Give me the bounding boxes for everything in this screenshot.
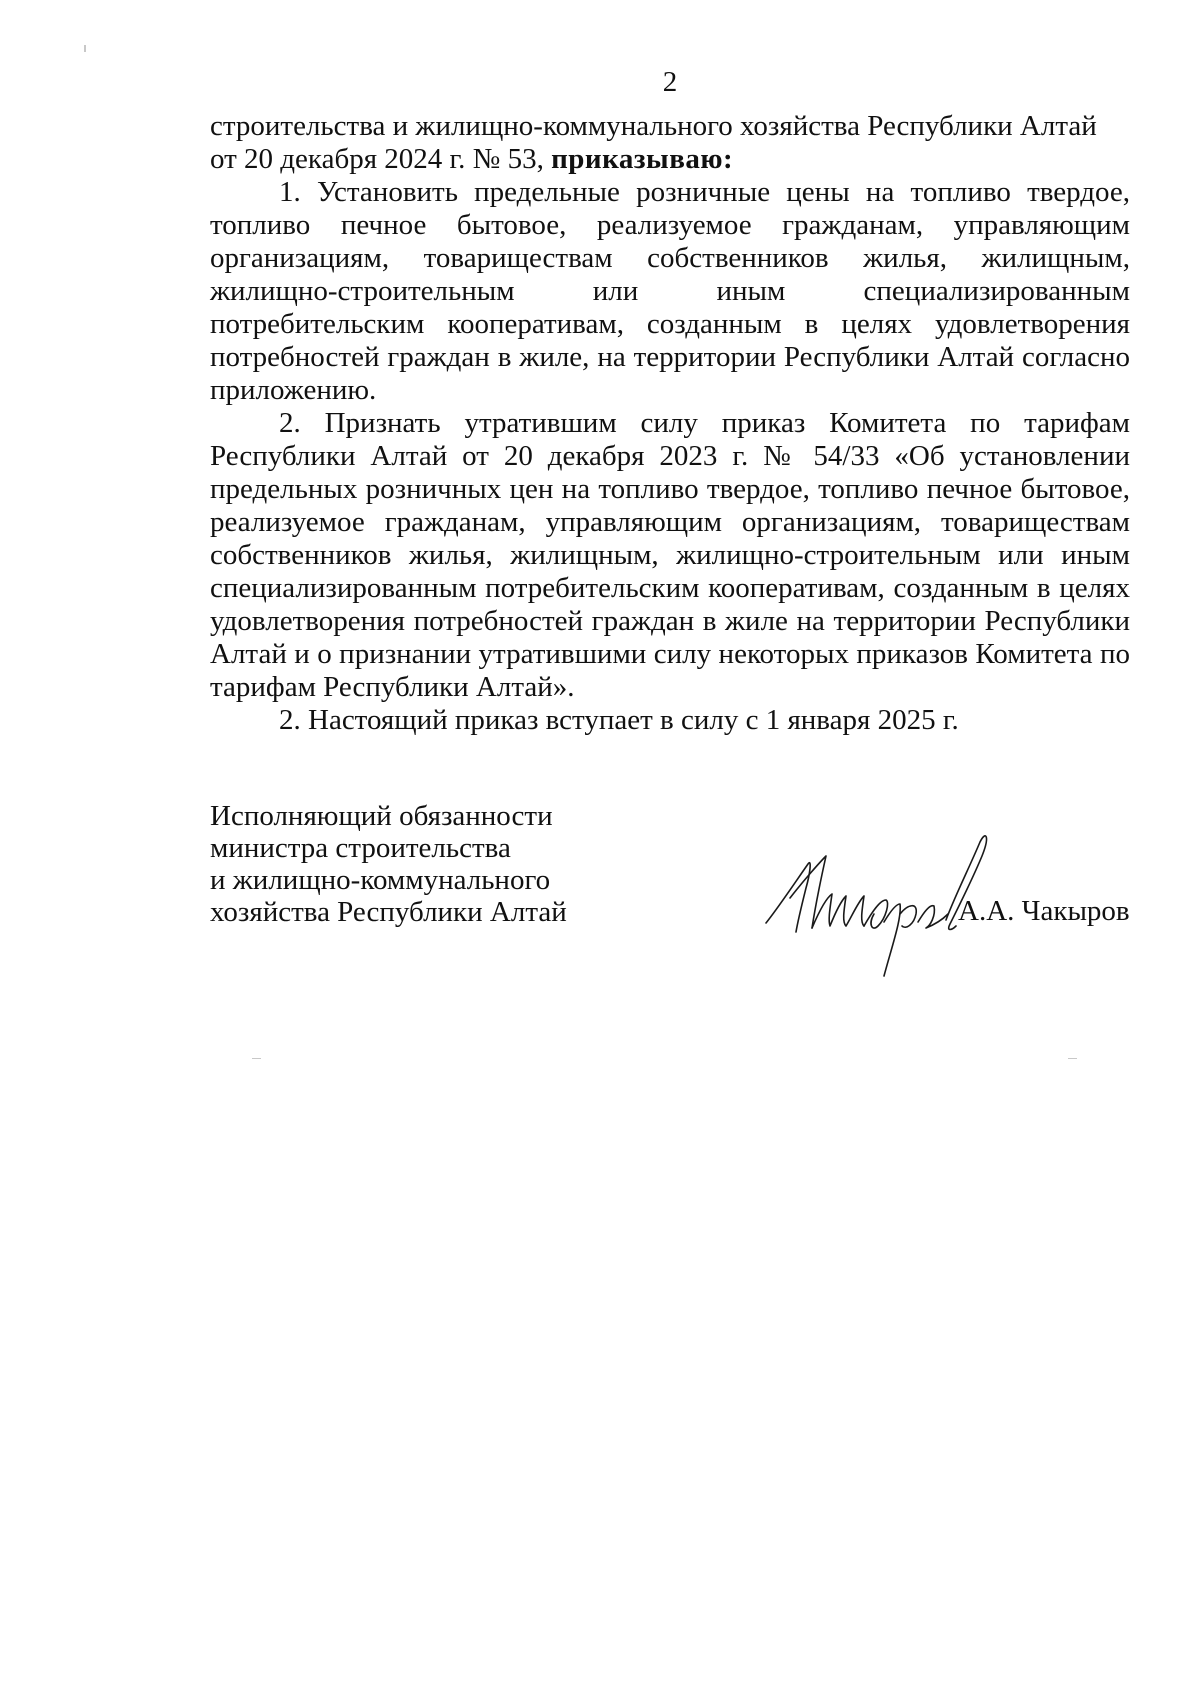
order-keyword: приказываю: bbox=[551, 143, 734, 175]
signatory-title-line: хозяйства Республики Алтай bbox=[210, 896, 567, 928]
intro-line-1: строительства и жилищно-коммунального хозяйства Республики Алтай bbox=[210, 110, 1097, 142]
order-body bbox=[210, 110, 1130, 737]
signatory-title-line: Исполняющий обязанности bbox=[210, 800, 553, 832]
scan-speck bbox=[252, 1058, 261, 1059]
signatory-title-line: и жилищно-коммунального bbox=[210, 864, 551, 896]
signatory-name: А.А. Чакыров bbox=[958, 895, 1130, 927]
scan-speck bbox=[84, 45, 86, 52]
signatory-title bbox=[210, 800, 630, 928]
intro-line-2: от 20 декабря 2024 г. № 53, bbox=[210, 143, 552, 175]
order-item-2: 2. Признать утратившим силу приказ Комитета по тарифам Республики Алтай от 20 декабря 2023 г. № 54/33 «Об установлении предельных розничных цен на топливо твердое, топливо печное бытовое, реализуемое гражданам, управляющим организациям, товариществам собственников жилья, жилищным, жилищно-строительным или иным специализированным потребительским кооперативам, созданным в целях удовлетворения потребностей граждан в жиле на территории Республики Алтай и о признании утратившими силу некоторых приказов Комитета по тарифам Республики Алтай». bbox=[210, 407, 1130, 703]
order-item-1: 1. Установить предельные розничные цены на топливо твердое, топливо печное бытовое, реализуемое гражданам, управляющим организациям, товариществам собственников жилья, жилищным, жилищно-строительным или иным специализированным потребительским кооперативам, созданным в целях удовлетворения потребностей граждан в жиле, на территории Республики Алтай согласно приложению. bbox=[210, 176, 1130, 406]
page-number: 2 bbox=[662, 66, 678, 98]
signatory-title-line: министра строительства bbox=[210, 832, 511, 864]
order-item-3: 2. Настоящий приказ вступает в силу с 1 января 2025 г. bbox=[279, 704, 959, 736]
intro-paragraph bbox=[210, 110, 1130, 176]
scan-speck bbox=[1068, 1058, 1077, 1059]
